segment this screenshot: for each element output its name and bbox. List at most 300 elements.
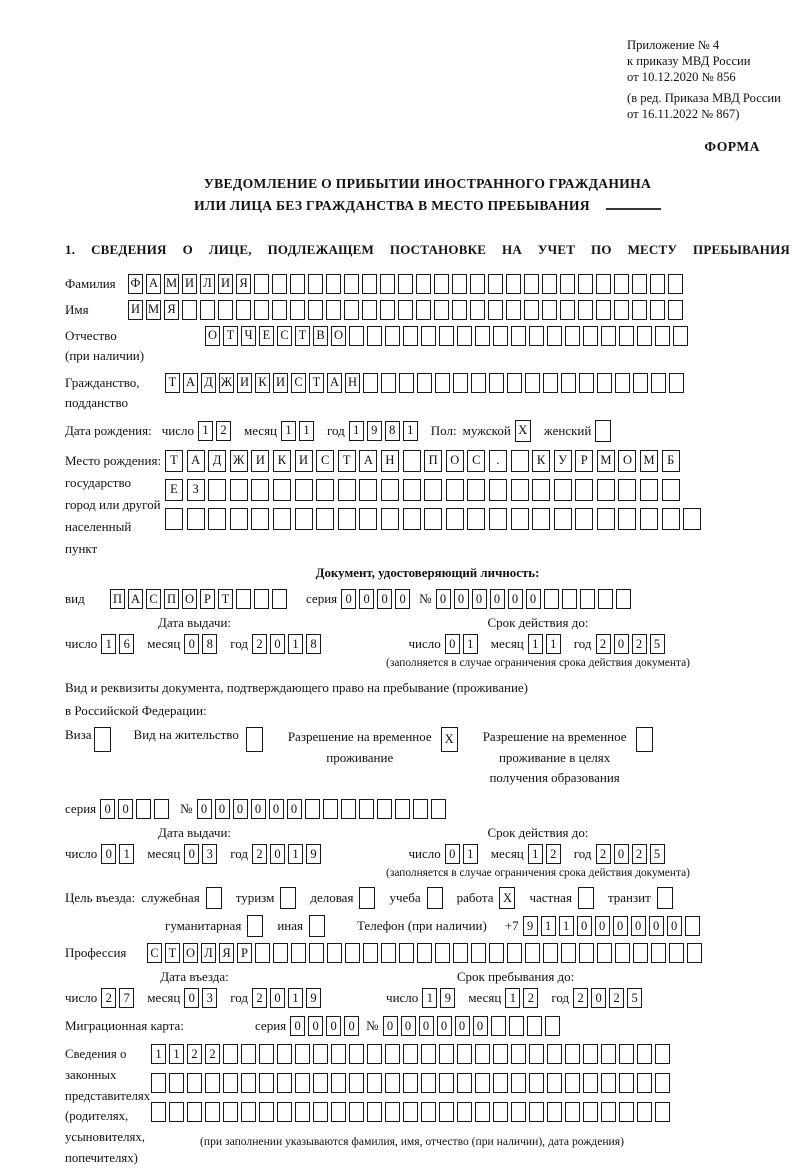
char-cell[interactable]	[427, 887, 443, 909]
char-cell[interactable]	[182, 300, 197, 320]
char-cell[interactable]	[241, 1073, 256, 1093]
permit-valid-month[interactable]	[528, 844, 564, 864]
char-cell[interactable]	[331, 1073, 346, 1093]
char-cell[interactable]	[457, 326, 472, 346]
char-cell[interactable]: 0	[667, 916, 682, 936]
char-cell[interactable]	[583, 1044, 598, 1064]
char-cell[interactable]	[511, 1073, 526, 1093]
char-cell[interactable]	[359, 508, 377, 530]
char-cell[interactable]	[650, 300, 665, 320]
char-cell[interactable]	[578, 300, 593, 320]
char-cell[interactable]	[290, 274, 305, 294]
char-cell[interactable]	[254, 274, 269, 294]
char-cell[interactable]: 0	[649, 916, 664, 936]
char-cell[interactable]	[344, 274, 359, 294]
representatives-row2[interactable]	[151, 1073, 673, 1093]
char-cell[interactable]	[565, 326, 580, 346]
char-cell[interactable]: 2	[216, 421, 231, 441]
char-cell[interactable]: Т	[165, 943, 180, 963]
char-cell[interactable]	[598, 589, 613, 609]
char-cell[interactable]: 0	[383, 1016, 398, 1036]
char-cell[interactable]: И	[237, 373, 252, 393]
char-cell[interactable]	[381, 373, 396, 393]
char-cell[interactable]	[532, 479, 550, 501]
char-cell[interactable]	[367, 326, 382, 346]
char-cell[interactable]	[579, 373, 594, 393]
purpose-private-checkbox[interactable]	[578, 887, 597, 909]
char-cell[interactable]	[471, 373, 486, 393]
char-cell[interactable]	[529, 1073, 544, 1093]
char-cell[interactable]	[338, 479, 356, 501]
char-cell[interactable]	[218, 300, 233, 320]
identity-valid-year[interactable]	[596, 634, 668, 654]
patronymic-input[interactable]	[205, 326, 691, 346]
birth-place-row3[interactable]	[165, 508, 705, 530]
char-cell[interactable]	[403, 326, 418, 346]
char-cell[interactable]	[475, 1102, 490, 1122]
char-cell[interactable]	[344, 300, 359, 320]
char-cell[interactable]: И	[295, 450, 313, 472]
char-cell[interactable]	[457, 1102, 472, 1122]
char-cell[interactable]: 0	[454, 589, 469, 609]
char-cell[interactable]	[596, 300, 611, 320]
char-cell[interactable]	[637, 1102, 652, 1122]
char-cell[interactable]	[223, 1073, 238, 1093]
char-cell[interactable]	[685, 916, 700, 936]
char-cell[interactable]	[313, 1073, 328, 1093]
char-cell[interactable]	[169, 1073, 184, 1093]
char-cell[interactable]	[416, 274, 431, 294]
char-cell[interactable]: 1	[281, 421, 296, 441]
char-cell[interactable]	[579, 943, 594, 963]
char-cell[interactable]	[543, 373, 558, 393]
char-cell[interactable]	[277, 1073, 292, 1093]
char-cell[interactable]	[416, 300, 431, 320]
char-cell[interactable]	[308, 300, 323, 320]
char-cell[interactable]: 2	[187, 1044, 202, 1064]
char-cell[interactable]	[669, 943, 684, 963]
char-cell[interactable]: X	[441, 727, 458, 752]
char-cell[interactable]	[431, 799, 446, 819]
char-cell[interactable]: Е	[259, 326, 274, 346]
char-cell[interactable]	[457, 1044, 472, 1064]
char-cell[interactable]	[399, 943, 414, 963]
char-cell[interactable]	[309, 943, 324, 963]
char-cell[interactable]: 9	[523, 916, 538, 936]
char-cell[interactable]	[493, 1044, 508, 1064]
char-cell[interactable]: 0	[184, 988, 199, 1008]
char-cell[interactable]	[254, 300, 269, 320]
char-cell[interactable]	[251, 508, 269, 530]
char-cell[interactable]	[547, 1102, 562, 1122]
char-cell[interactable]	[326, 300, 341, 320]
char-cell[interactable]	[619, 1073, 634, 1093]
char-cell[interactable]	[316, 479, 334, 501]
visa-checkbox[interactable]	[94, 727, 114, 752]
stay-until-month[interactable]	[505, 988, 541, 1008]
char-cell[interactable]	[511, 508, 529, 530]
char-cell[interactable]: 9	[440, 988, 455, 1008]
char-cell[interactable]	[403, 508, 421, 530]
char-cell[interactable]	[247, 915, 263, 937]
char-cell[interactable]	[206, 887, 222, 909]
char-cell[interactable]: К	[273, 450, 291, 472]
char-cell[interactable]: И	[218, 274, 233, 294]
char-cell[interactable]	[511, 479, 529, 501]
char-cell[interactable]	[439, 1102, 454, 1122]
char-cell[interactable]	[580, 589, 595, 609]
char-cell[interactable]	[349, 1073, 364, 1093]
permit-number-input[interactable]	[197, 799, 449, 819]
char-cell[interactable]	[435, 943, 450, 963]
char-cell[interactable]	[545, 1016, 560, 1036]
char-cell[interactable]: 2	[609, 988, 624, 1008]
char-cell[interactable]	[349, 1102, 364, 1122]
char-cell[interactable]: Я	[219, 943, 234, 963]
permit-issued-day[interactable]	[101, 844, 137, 864]
identity-valid-month[interactable]	[528, 634, 564, 654]
permit-series-input[interactable]	[100, 799, 172, 819]
char-cell[interactable]: Р	[200, 589, 215, 609]
char-cell[interactable]	[259, 1102, 274, 1122]
char-cell[interactable]	[601, 1102, 616, 1122]
char-cell[interactable]	[236, 300, 251, 320]
char-cell[interactable]	[596, 274, 611, 294]
char-cell[interactable]	[491, 1016, 506, 1036]
char-cell[interactable]	[403, 1044, 418, 1064]
char-cell[interactable]	[273, 479, 291, 501]
char-cell[interactable]: 1	[151, 1044, 166, 1064]
char-cell[interactable]	[637, 326, 652, 346]
char-cell[interactable]: 0	[401, 1016, 416, 1036]
char-cell[interactable]: 0	[270, 988, 285, 1008]
char-cell[interactable]	[489, 943, 504, 963]
char-cell[interactable]	[524, 274, 539, 294]
char-cell[interactable]	[544, 589, 559, 609]
char-cell[interactable]	[632, 274, 647, 294]
char-cell[interactable]: Н	[345, 373, 360, 393]
char-cell[interactable]	[614, 274, 629, 294]
char-cell[interactable]: 8	[202, 634, 217, 654]
char-cell[interactable]: Т	[223, 326, 238, 346]
stay-until-day[interactable]	[422, 988, 458, 1008]
char-cell[interactable]	[493, 1073, 508, 1093]
char-cell[interactable]	[421, 1102, 436, 1122]
char-cell[interactable]	[578, 887, 594, 909]
char-cell[interactable]	[583, 326, 598, 346]
char-cell[interactable]	[359, 479, 377, 501]
char-cell[interactable]	[597, 479, 615, 501]
char-cell[interactable]: 0	[326, 1016, 341, 1036]
migration-card-series-input[interactable]	[290, 1016, 362, 1036]
char-cell[interactable]	[385, 1073, 400, 1093]
identity-issued-month[interactable]	[184, 634, 220, 654]
char-cell[interactable]	[475, 326, 490, 346]
char-cell[interactable]	[403, 1102, 418, 1122]
char-cell[interactable]	[241, 1102, 256, 1122]
char-cell[interactable]	[507, 373, 522, 393]
char-cell[interactable]	[165, 508, 183, 530]
purpose-work-checkbox[interactable]	[499, 887, 518, 909]
permit-issued-year[interactable]	[252, 844, 324, 864]
char-cell[interactable]: А	[187, 450, 205, 472]
char-cell[interactable]: 0	[100, 799, 115, 819]
char-cell[interactable]	[246, 727, 263, 752]
char-cell[interactable]: 1	[288, 844, 303, 864]
char-cell[interactable]: 0	[287, 799, 302, 819]
char-cell[interactable]	[614, 300, 629, 320]
char-cell[interactable]	[529, 1044, 544, 1064]
char-cell[interactable]: О	[205, 326, 220, 346]
char-cell[interactable]	[385, 1044, 400, 1064]
char-cell[interactable]	[470, 300, 485, 320]
char-cell[interactable]	[338, 508, 356, 530]
char-cell[interactable]	[651, 943, 666, 963]
char-cell[interactable]	[662, 479, 680, 501]
char-cell[interactable]: 0	[490, 589, 505, 609]
char-cell[interactable]	[421, 1073, 436, 1093]
char-cell[interactable]	[154, 799, 169, 819]
char-cell[interactable]: 1	[119, 844, 134, 864]
char-cell[interactable]	[305, 799, 320, 819]
char-cell[interactable]: С	[147, 943, 162, 963]
char-cell[interactable]	[475, 1044, 490, 1064]
char-cell[interactable]	[273, 508, 291, 530]
char-cell[interactable]: 1	[101, 634, 116, 654]
char-cell[interactable]	[316, 508, 334, 530]
char-cell[interactable]	[326, 274, 341, 294]
char-cell[interactable]	[259, 1073, 274, 1093]
char-cell[interactable]	[309, 915, 325, 937]
char-cell[interactable]	[673, 326, 688, 346]
purpose-humanitarian-checkbox[interactable]	[247, 915, 266, 937]
char-cell[interactable]: М	[597, 450, 615, 472]
char-cell[interactable]: 0	[251, 799, 266, 819]
char-cell[interactable]: Ж	[219, 373, 234, 393]
char-cell[interactable]: 1	[505, 988, 520, 1008]
char-cell[interactable]: 1	[198, 421, 213, 441]
char-cell[interactable]	[615, 373, 630, 393]
char-cell[interactable]	[230, 508, 248, 530]
char-cell[interactable]	[205, 1102, 220, 1122]
char-cell[interactable]	[359, 799, 374, 819]
char-cell[interactable]: Ф	[128, 274, 143, 294]
char-cell[interactable]	[403, 450, 421, 472]
char-cell[interactable]	[452, 300, 467, 320]
char-cell[interactable]	[640, 508, 658, 530]
char-cell[interactable]	[542, 274, 557, 294]
char-cell[interactable]	[529, 326, 544, 346]
char-cell[interactable]	[331, 1102, 346, 1122]
char-cell[interactable]: 1	[546, 634, 561, 654]
char-cell[interactable]	[560, 274, 575, 294]
identity-issued-day[interactable]	[101, 634, 137, 654]
char-cell[interactable]	[632, 300, 647, 320]
birth-place-row2[interactable]	[165, 479, 705, 501]
char-cell[interactable]	[385, 1102, 400, 1122]
residence-permit-checkbox[interactable]	[246, 727, 266, 752]
char-cell[interactable]	[424, 479, 442, 501]
char-cell[interactable]	[277, 1044, 292, 1064]
char-cell[interactable]	[527, 1016, 542, 1036]
char-cell[interactable]	[470, 274, 485, 294]
char-cell[interactable]	[205, 1073, 220, 1093]
char-cell[interactable]	[583, 1073, 598, 1093]
char-cell[interactable]	[413, 799, 428, 819]
char-cell[interactable]	[136, 799, 151, 819]
char-cell[interactable]	[655, 1044, 670, 1064]
char-cell[interactable]	[345, 943, 360, 963]
char-cell[interactable]: 3	[202, 988, 217, 1008]
char-cell[interactable]	[529, 1102, 544, 1122]
char-cell[interactable]: 0	[197, 799, 212, 819]
char-cell[interactable]: О	[183, 943, 198, 963]
char-cell[interactable]: Ж	[230, 450, 248, 472]
char-cell[interactable]: 2	[546, 844, 561, 864]
char-cell[interactable]: 0	[436, 589, 451, 609]
char-cell[interactable]	[398, 274, 413, 294]
char-cell[interactable]: К	[255, 373, 270, 393]
char-cell[interactable]	[493, 1102, 508, 1122]
char-cell[interactable]: 0	[341, 589, 356, 609]
char-cell[interactable]	[561, 943, 576, 963]
surname-input[interactable]	[128, 274, 686, 294]
char-cell[interactable]	[657, 887, 673, 909]
char-cell[interactable]: 2	[205, 1044, 220, 1064]
char-cell[interactable]	[683, 508, 701, 530]
char-cell[interactable]: Н	[381, 450, 399, 472]
char-cell[interactable]	[618, 479, 636, 501]
char-cell[interactable]	[583, 1102, 598, 1122]
char-cell[interactable]	[313, 1102, 328, 1122]
char-cell[interactable]	[489, 373, 504, 393]
char-cell[interactable]: А	[146, 274, 161, 294]
sex-male-checkbox[interactable]	[515, 420, 534, 442]
char-cell[interactable]: 3	[202, 844, 217, 864]
char-cell[interactable]	[362, 274, 377, 294]
char-cell[interactable]	[554, 508, 572, 530]
char-cell[interactable]: М	[640, 450, 658, 472]
temp-residence-checkbox[interactable]	[441, 727, 461, 752]
purpose-study-checkbox[interactable]	[427, 887, 446, 909]
entry-day[interactable]	[101, 988, 137, 1008]
char-cell[interactable]: 0	[508, 589, 523, 609]
char-cell[interactable]	[511, 326, 526, 346]
stay-until-year[interactable]	[573, 988, 645, 1008]
char-cell[interactable]: 1	[288, 634, 303, 654]
char-cell[interactable]: Д	[201, 373, 216, 393]
char-cell[interactable]	[543, 943, 558, 963]
char-cell[interactable]: 2	[596, 844, 611, 864]
char-cell[interactable]: 2	[252, 634, 267, 654]
char-cell[interactable]	[525, 943, 540, 963]
char-cell[interactable]	[601, 326, 616, 346]
char-cell[interactable]: 6	[119, 634, 134, 654]
char-cell[interactable]: 0	[445, 634, 460, 654]
char-cell[interactable]: Ч	[241, 326, 256, 346]
purpose-business-checkbox[interactable]	[206, 887, 225, 909]
char-cell[interactable]: И	[182, 274, 197, 294]
char-cell[interactable]	[241, 1044, 256, 1064]
char-cell[interactable]: У	[554, 450, 572, 472]
char-cell[interactable]: 0	[270, 844, 285, 864]
char-cell[interactable]	[524, 300, 539, 320]
char-cell[interactable]: Т	[165, 373, 180, 393]
char-cell[interactable]	[277, 1102, 292, 1122]
char-cell[interactable]: И	[128, 300, 143, 320]
char-cell[interactable]: Т	[309, 373, 324, 393]
char-cell[interactable]	[578, 274, 593, 294]
char-cell[interactable]	[169, 1102, 184, 1122]
char-cell[interactable]	[349, 326, 364, 346]
char-cell[interactable]: 2	[632, 634, 647, 654]
char-cell[interactable]	[636, 727, 653, 752]
char-cell[interactable]: 0	[308, 1016, 323, 1036]
char-cell[interactable]	[295, 1102, 310, 1122]
char-cell[interactable]: З	[187, 479, 205, 501]
char-cell[interactable]: 1	[463, 634, 478, 654]
char-cell[interactable]	[687, 943, 702, 963]
char-cell[interactable]: Р	[575, 450, 593, 472]
char-cell[interactable]: Т	[165, 450, 183, 472]
char-cell[interactable]	[308, 274, 323, 294]
char-cell[interactable]: 0	[269, 799, 284, 819]
char-cell[interactable]: 5	[650, 844, 665, 864]
char-cell[interactable]	[640, 479, 658, 501]
char-cell[interactable]	[380, 274, 395, 294]
identity-issued-year[interactable]	[252, 634, 324, 654]
char-cell[interactable]	[439, 1044, 454, 1064]
char-cell[interactable]: 0	[473, 1016, 488, 1036]
char-cell[interactable]	[367, 1073, 382, 1093]
char-cell[interactable]: П	[164, 589, 179, 609]
char-cell[interactable]: 0	[614, 634, 629, 654]
char-cell[interactable]	[403, 479, 421, 501]
char-cell[interactable]	[280, 887, 296, 909]
char-cell[interactable]	[395, 799, 410, 819]
char-cell[interactable]: 1	[403, 421, 418, 441]
char-cell[interactable]: 0	[377, 589, 392, 609]
char-cell[interactable]	[435, 373, 450, 393]
char-cell[interactable]: 0	[455, 1016, 470, 1036]
char-cell[interactable]: 0	[437, 1016, 452, 1036]
char-cell[interactable]	[597, 373, 612, 393]
char-cell[interactable]	[547, 1044, 562, 1064]
char-cell[interactable]	[561, 373, 576, 393]
char-cell[interactable]: 0	[631, 916, 646, 936]
citizenship-input[interactable]	[165, 373, 687, 393]
char-cell[interactable]	[601, 1073, 616, 1093]
char-cell[interactable]	[509, 1016, 524, 1036]
char-cell[interactable]: Д	[208, 450, 226, 472]
char-cell[interactable]	[273, 943, 288, 963]
char-cell[interactable]	[547, 326, 562, 346]
char-cell[interactable]	[452, 274, 467, 294]
char-cell[interactable]	[565, 1102, 580, 1122]
permit-valid-day[interactable]	[445, 844, 481, 864]
char-cell[interactable]	[668, 300, 683, 320]
sex-female-checkbox[interactable]	[595, 420, 614, 442]
char-cell[interactable]: 0	[359, 589, 374, 609]
char-cell[interactable]	[565, 1044, 580, 1064]
migration-card-number-input[interactable]	[383, 1016, 563, 1036]
char-cell[interactable]: 2	[596, 634, 611, 654]
char-cell[interactable]: 0	[419, 1016, 434, 1036]
char-cell[interactable]	[471, 943, 486, 963]
char-cell[interactable]: 0	[595, 916, 610, 936]
char-cell[interactable]: С	[467, 450, 485, 472]
char-cell[interactable]	[208, 479, 226, 501]
